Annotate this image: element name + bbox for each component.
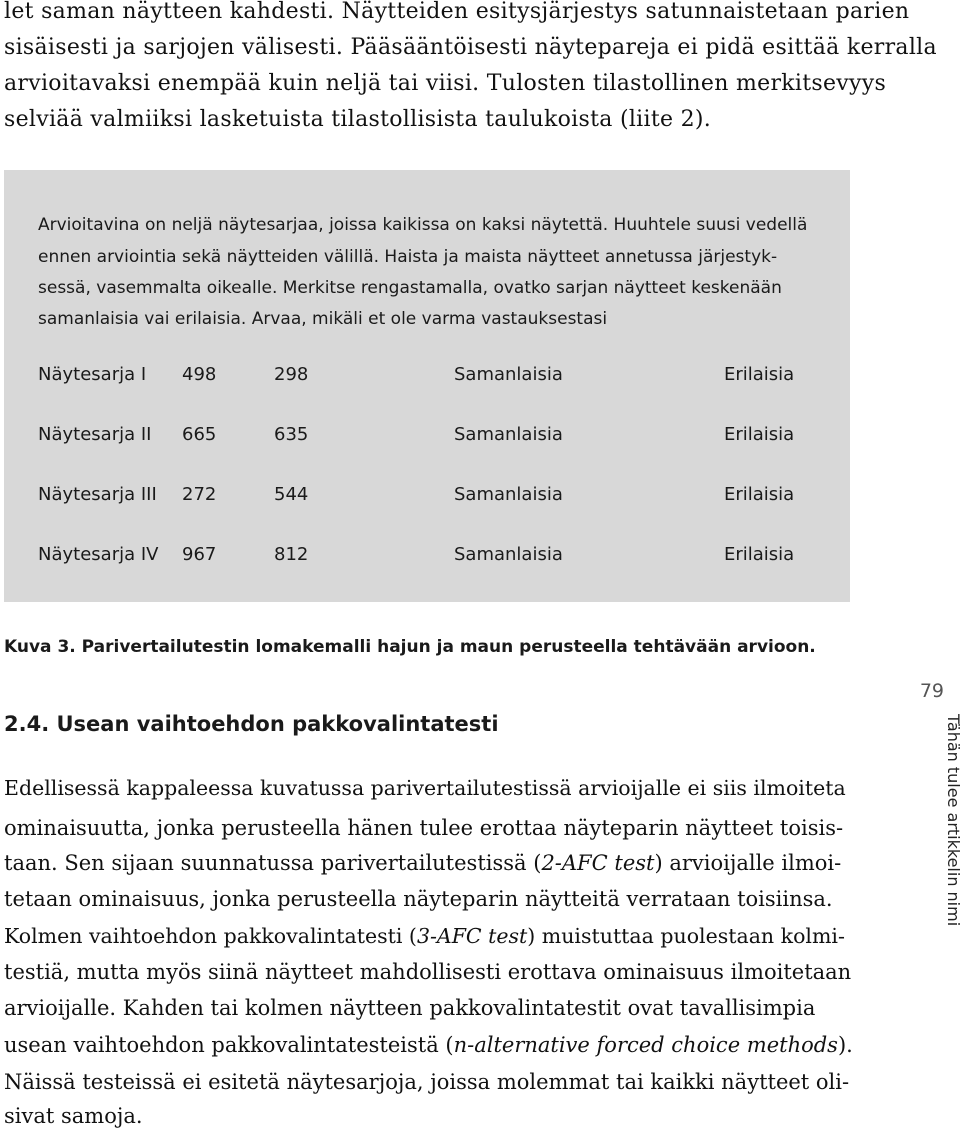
body-text: arvioijalle. Kahden tai kolmen näytteen pakkovalintatestit ovat tavallisimpia [4,996,816,1020]
form-instruction-line: ennen arviointia sekä näytteiden välillä. Haista ja maista näytteet annetussa järjestyk- [38,247,778,267]
body-text: testiä, mutta myös siinä näytteet mahdollisesti erottava ominaisuus ilmoitetaan [4,960,852,984]
body-text: Näissä testeissä ei esitetä näytesarjoja, joissa molemmat tai kaikki näytteet oli- [4,1070,850,1094]
body-line [4,918,845,954]
page-number: 79 [919,680,944,702]
option-different: Erilaisia [724,484,795,505]
body-text: ) arvioijalle ilmoi- [654,851,842,875]
body-text-italic: 3-AFC test [416,924,528,948]
option-same: Samanlaisia [454,424,563,445]
body-text: usean vaihtoehdon pakkovalintatesteistä ( [4,1033,454,1057]
body-line [4,990,815,1026]
body-line [4,1064,849,1100]
section-heading: 2.4. Usean vaihtoehdon pakkovalintatesti [4,712,499,736]
body-text-italic: 2-AFC test [541,851,655,875]
option-same: Samanlaisia [454,544,563,565]
sample-series-row [4,420,850,450]
body-line [4,770,846,806]
body-line [4,1027,853,1063]
series-name: Näytesarja IV [38,544,159,565]
figure-caption: Kuva 3. Parivertailutestin lomakemalli hajun ja maun perusteella tehtävään arvioon. [4,637,816,657]
body-line [4,954,851,990]
sample-series-row [4,360,850,390]
option-different: Erilaisia [724,424,795,445]
body-text-italic: n-alternative forced choice methods [453,1033,838,1057]
sample-code-a: 665 [182,424,217,445]
option-same: Samanlaisia [454,364,563,385]
running-title: Tähän tulee artikkelin nimi [944,714,963,927]
intro-line: let saman näytteen kahdesti. Näytteiden esitysjärjestys satunnaistetaan parien [4,0,910,24]
sample-code-a: 272 [182,484,217,505]
form-instruction-line: samanlaisia vai erilaisia. Arvaa, mikäli et ole varma vastauksestasi [38,309,608,329]
sample-code-b: 298 [274,364,309,385]
body-text: sivat samoja. [4,1104,143,1128]
series-name: Näytesarja II [38,424,152,445]
body-line [4,881,833,917]
option-same: Samanlaisia [454,484,563,505]
intro-line: selviää valmiiksi lasketuista tilastollisista taulukoista (liite 2). [4,107,712,132]
sample-code-b: 812 [274,544,309,565]
body-line [4,810,843,846]
form-instruction-line: Arvioitavina on neljä näytesarjaa, joissa kaikissa on kaksi näytettä. Huuhtele suusi vedellä [38,215,808,235]
sample-code-b: 544 [274,484,309,505]
sample-code-a: 967 [182,544,217,565]
body-text: ). [837,1033,853,1057]
series-name: Näytesarja III [38,484,157,505]
intro-line: sisäisesti ja sarjojen välisesti. Pääsääntöisesti näytepareja ei pidä esittää kerralla [4,35,937,60]
form-instruction-line: sessä, vasemmalta oikealle. Merkitse rengastamalla, ovatko sarjan näytteet keskenään [38,278,782,298]
body-text: ) muistuttaa puolestaan kolmi- [527,924,845,948]
intro-line: arvioitavaksi enempää kuin neljä tai viisi. Tulosten tilastollinen merkitsevyys [4,71,887,96]
sample-code-b: 635 [274,424,309,445]
sample-code-a: 498 [182,364,217,385]
body-text: Edellisessä kappaleessa kuvatussa parivertailutestissä arvioijalle ei siis ilmoiteta [4,776,846,800]
series-name: Näytesarja I [38,364,147,385]
body-line [4,1098,143,1134]
sample-series-row [4,540,850,570]
body-line [4,845,841,881]
option-different: Erilaisia [724,544,795,565]
body-text: ominaisuutta, jonka perusteella hänen tulee erottaa näyteparin näytteet toisis- [4,816,844,840]
body-text: tetaan ominaisuus, jonka perusteella näyteparin näytteitä verrataan toisiinsa. [4,887,833,911]
body-text: Kolmen vaihtoehdon pakkovalintatesti ( [4,924,417,948]
option-different: Erilaisia [724,364,795,385]
sample-series-row [4,480,850,510]
evaluation-form-figure [4,170,850,602]
body-text: taan. Sen sijaan suunnatussa parivertailutestissä ( [4,851,542,875]
